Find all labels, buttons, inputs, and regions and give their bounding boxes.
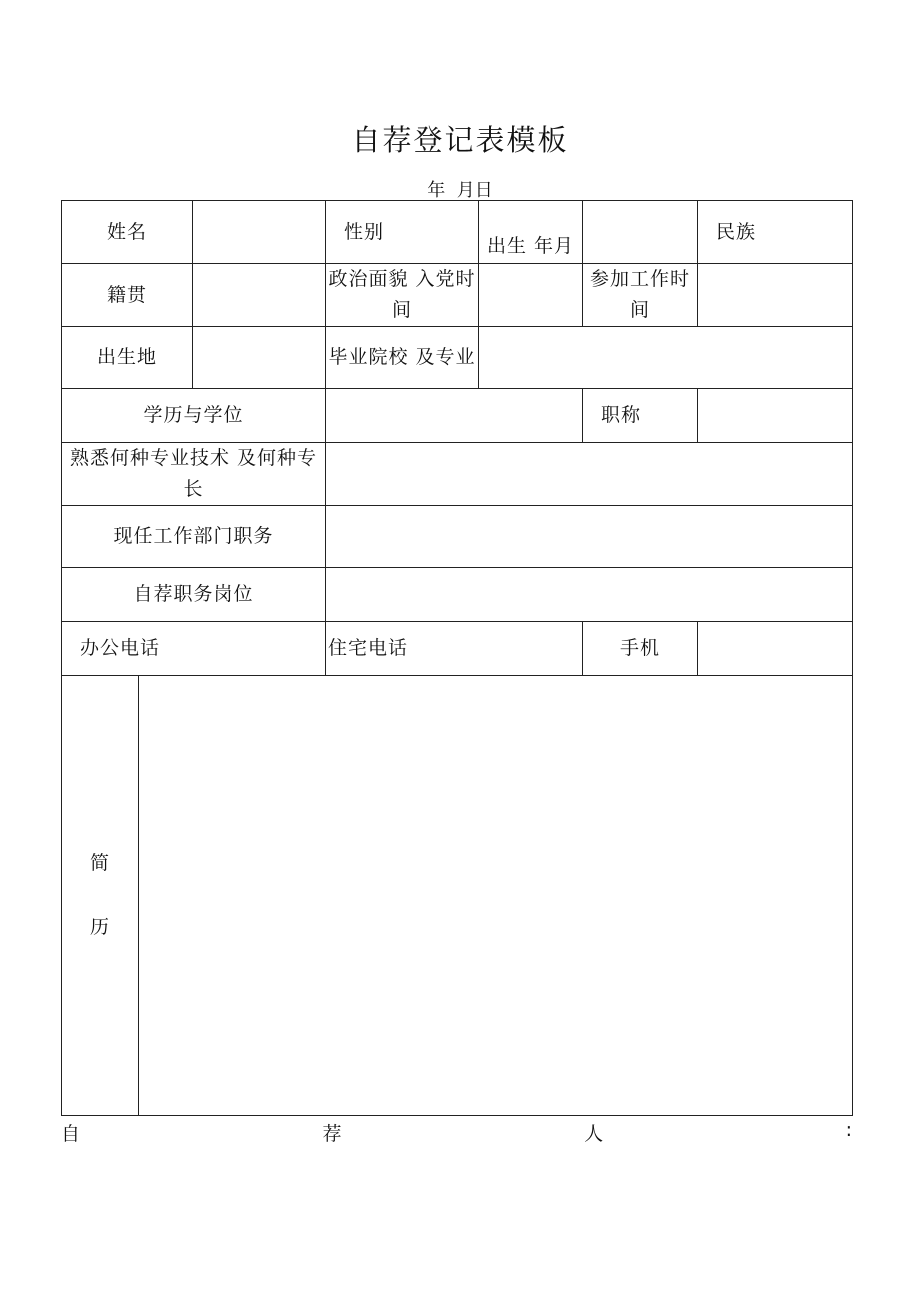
label-birth <box>479 201 583 264</box>
label-name: 姓名 <box>62 201 193 264</box>
label-education: 学历与学位 <box>62 389 326 443</box>
label-native-place: 籍贯 <box>62 264 193 327</box>
signature-line <box>61 1119 852 1146</box>
field-work-start[interactable] <box>698 264 853 327</box>
field-name[interactable] <box>193 201 326 264</box>
date-line: 年 月日 <box>427 180 493 201</box>
signature-char-3: 人 <box>584 1123 604 1145</box>
field-mobile[interactable] <box>698 622 853 676</box>
signature-char-2: 荐 <box>322 1123 342 1145</box>
label-ethnicity: 民族 <box>698 201 853 264</box>
field-education[interactable] <box>326 389 583 443</box>
label-desired-post: 自荐职务岗位 <box>62 568 326 622</box>
field-birth[interactable] <box>583 201 698 264</box>
field-birthplace[interactable] <box>193 327 326 389</box>
field-political[interactable] <box>479 264 583 327</box>
signature-char-1: 自 <box>61 1123 81 1145</box>
label-current-post: 现任工作部门职务 <box>62 506 326 568</box>
label-title-rank: 职称 <box>583 389 698 443</box>
label-office-phone: 办公电话 <box>62 622 326 676</box>
label-skills: 熟悉何种专业技术 及何种专长 <box>62 443 326 506</box>
field-graduated[interactable] <box>479 327 853 389</box>
signature-colon: : <box>845 1119 852 1141</box>
label-birthplace: 出生地 <box>62 327 193 389</box>
label-resume-char-1: 简 <box>89 852 110 874</box>
label-work-start: 参加工作时间 <box>583 264 698 327</box>
field-title-rank[interactable] <box>698 389 853 443</box>
field-native-place[interactable] <box>193 264 326 327</box>
label-birth-text: 出生 年月 <box>486 234 575 257</box>
label-home-phone: 住宅电话 <box>326 622 583 676</box>
field-skills[interactable] <box>326 443 853 506</box>
label-resume <box>62 676 139 1116</box>
page-title: 自荐登记表模板 <box>351 123 569 157</box>
label-political: 政治面貌 入党时间 <box>326 264 479 327</box>
field-resume[interactable] <box>139 676 853 1116</box>
label-gender: 性别 <box>326 201 479 264</box>
field-desired-post[interactable] <box>326 568 853 622</box>
label-mobile: 手机 <box>583 622 698 676</box>
label-graduated: 毕业院校 及专业 <box>326 327 479 389</box>
registration-form-table <box>61 200 853 1116</box>
field-current-post[interactable] <box>326 506 853 568</box>
label-resume-char-2: 历 <box>89 916 110 938</box>
